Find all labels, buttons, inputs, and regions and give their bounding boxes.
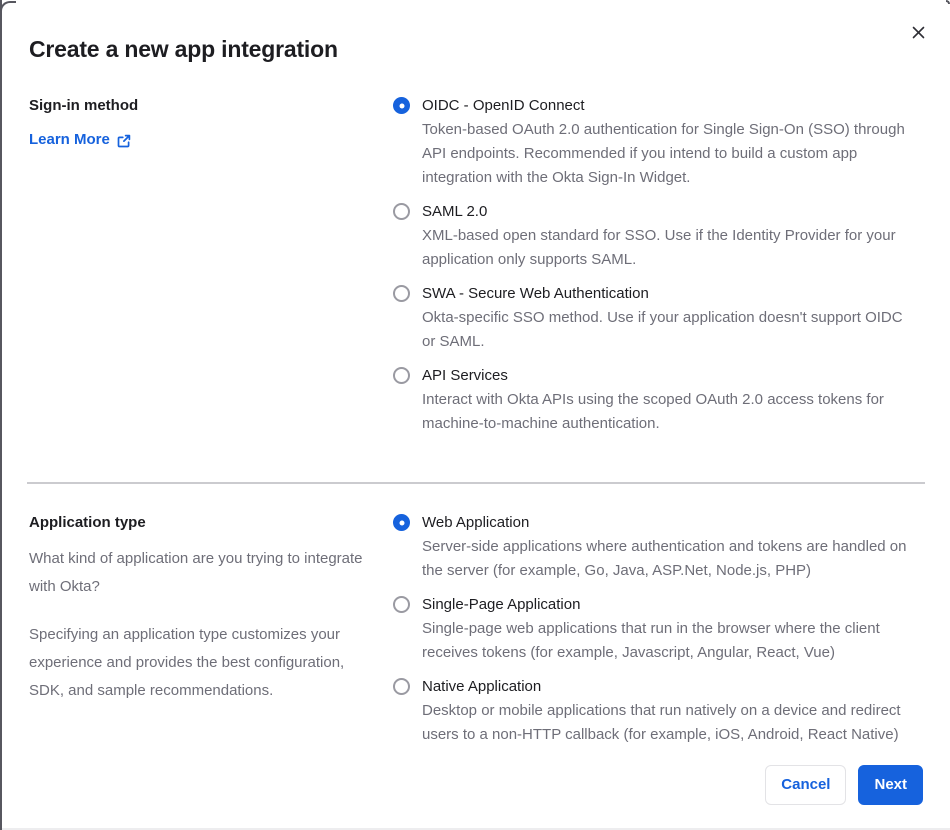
radio-option-label: SAML 2.0 <box>422 203 488 220</box>
radio-option-description: Okta-specific SSO method. Use if your application doesn't support OIDC or SAML. <box>422 309 903 350</box>
radio-option-web-application[interactable] <box>393 511 920 583</box>
application-type-description-1: What kind of application are you trying to integrate with Okta? <box>29 550 363 595</box>
radio-option-label: Web Application <box>422 514 530 531</box>
radio-option-label: SWA - Secure Web Authentication <box>422 285 649 302</box>
signin-method-section <box>2 63 950 446</box>
modal-title: Create a new app integration <box>29 36 338 62</box>
radio-option-description: Single-page web applications that run in the browser where the client receives tokens (for example, Javascript, Angular, React, Vue) <box>422 620 880 661</box>
cancel-button[interactable]: Cancel <box>765 765 846 805</box>
application-type-label: Application type <box>29 514 146 531</box>
next-button[interactable]: Next <box>858 765 923 805</box>
radio-option-label: API Services <box>422 367 508 384</box>
close-icon <box>911 25 926 40</box>
radio-option-label: OIDC - OpenID Connect <box>422 97 585 114</box>
radio-option-api-services[interactable] <box>393 364 920 436</box>
learn-more-link[interactable] <box>29 128 131 152</box>
radio-button-api-services[interactable] <box>393 367 410 384</box>
application-type-section <box>2 484 950 757</box>
radio-option-description: Token-based OAuth 2.0 authentication for Single Sign-On (SSO) through API endpoints. Recommended if you intend to build a custom app integration with the Okta Sign-In Widget. <box>422 121 905 186</box>
modal-footer <box>765 765 923 805</box>
radio-option-description: Server-side applications where authentication and tokens are handled on the server (for example, Go, Java, ASP.Net, Node.js, PHP) <box>422 538 907 579</box>
external-link-icon <box>117 133 131 148</box>
radio-option-label: Single-Page Application <box>422 596 581 613</box>
signin-method-label: Sign-in method <box>29 97 139 114</box>
application-type-left-column <box>29 511 366 757</box>
radio-button-single-page-application[interactable] <box>393 596 410 613</box>
radio-button-native-application[interactable] <box>393 678 410 695</box>
signin-method-left-column <box>29 94 366 446</box>
application-type-options <box>393 511 920 757</box>
application-type-description-2: Specifying an application type customizes your experience and provides the best configuration, SDK, and sample recommendations. <box>29 626 345 699</box>
radio-option-oidc[interactable] <box>393 94 920 190</box>
learn-more-label: Learn More <box>29 131 110 148</box>
radio-option-native-application[interactable] <box>393 675 920 747</box>
radio-option-description: XML-based open standard for SSO. Use if the Identity Provider for your application only supports SAML. <box>422 227 896 268</box>
radio-option-single-page-application[interactable] <box>393 593 920 665</box>
radio-option-saml[interactable] <box>393 200 920 272</box>
radio-button-web-application[interactable] <box>393 514 410 531</box>
radio-button-saml[interactable] <box>393 203 410 220</box>
radio-button-oidc[interactable] <box>393 97 410 114</box>
radio-option-description: Desktop or mobile applications that run natively on a device and redirect users to a non-HTTP callback (for example, iOS, Android, React Native) <box>422 702 901 743</box>
close-button[interactable] <box>906 20 930 44</box>
radio-option-label: Native Application <box>422 678 542 695</box>
radio-option-swa[interactable] <box>393 282 920 354</box>
radio-option-description: Interact with Okta APIs using the scoped OAuth 2.0 access tokens for machine-to-machine authentication. <box>422 391 884 432</box>
signin-method-options <box>393 94 920 446</box>
radio-button-swa[interactable] <box>393 285 410 302</box>
